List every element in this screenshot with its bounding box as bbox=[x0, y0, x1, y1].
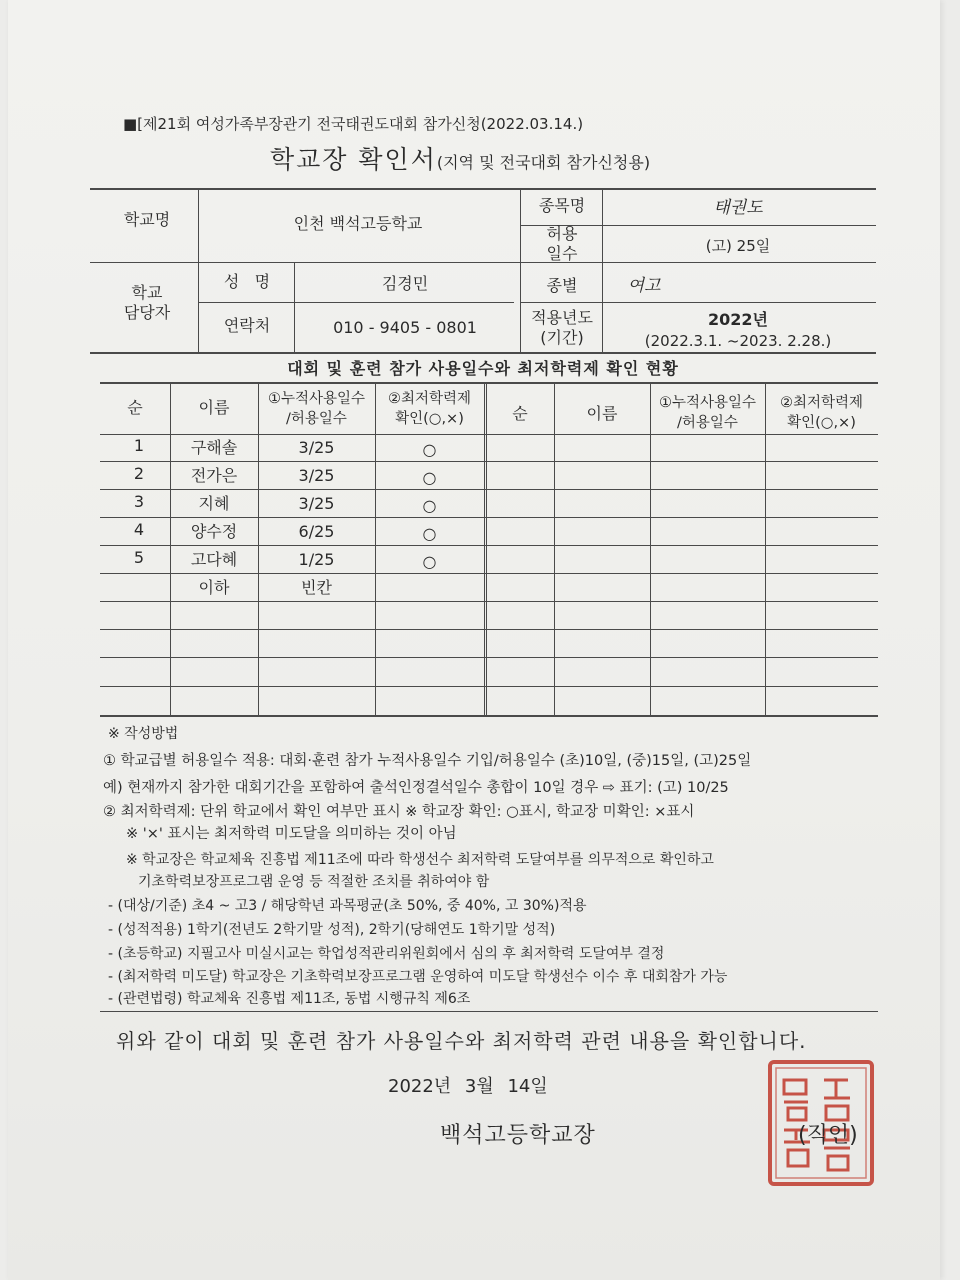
note-line: - (최저학력 미도달) 학교장은 기초학력보장프로그램 운영하여 미도달 학생선수 이수 후 대회참가 가능 bbox=[108, 969, 728, 985]
section-top-border bbox=[90, 352, 876, 354]
table-line bbox=[100, 573, 878, 574]
header-name-2: 이름 bbox=[586, 404, 618, 423]
row-days: 6/25 bbox=[298, 522, 335, 541]
manager-label: 학교 담당자 bbox=[123, 283, 171, 322]
notes-bottom-border bbox=[100, 1011, 878, 1012]
table-line bbox=[100, 601, 878, 602]
note-line: ① 학교급별 허용일수 적용: 대회·훈련 참가 누적사용일수 기입/허용일수 (초)10일, (중)15일, (고)25일 bbox=[103, 753, 752, 769]
header-check-2: ②최저학력제 확인(○,×) bbox=[779, 395, 864, 431]
row-check: ○ bbox=[422, 524, 437, 543]
header-days-2: ①누적사용일수 /허용일수 bbox=[658, 395, 757, 431]
name-label: 성 명 bbox=[223, 272, 271, 291]
table-line bbox=[100, 517, 878, 518]
note-line: ※ '×' 표시는 최저학력 미도달을 의미하는 것이 아님 bbox=[126, 826, 457, 842]
row-days: 빈칸 bbox=[301, 578, 332, 597]
signer-name: 백석고등학교장 bbox=[440, 1123, 596, 1148]
table-line bbox=[484, 382, 485, 715]
info-line bbox=[198, 302, 514, 303]
table-line bbox=[100, 686, 878, 687]
document-title bbox=[270, 140, 650, 176]
gender-value: 여고 bbox=[627, 276, 661, 296]
row-name: 전가은 bbox=[190, 466, 238, 485]
row-name: 구해솔 bbox=[190, 438, 238, 457]
issue-date: 2022년 3월 14일 bbox=[388, 1076, 548, 1097]
info-line bbox=[520, 302, 876, 303]
table-line bbox=[100, 629, 878, 630]
note-line: ② 최저학력제: 단위 학교에서 확인 여부만 표시 ※ 학교장 확인: ○표시, 학교장 미확인: ×표시 bbox=[103, 804, 695, 820]
header-days: ①누적사용일수 /허용일수 bbox=[267, 391, 366, 427]
gender-label: 종별 bbox=[546, 276, 578, 295]
info-line bbox=[198, 188, 199, 352]
declaration-text: 위와 같이 대회 및 훈련 참가 사용일수와 최저학력 관련 내용을 확인합니다. bbox=[116, 1029, 807, 1053]
note-line: 예) 현재까지 참가한 대회기간을 포함하여 출석인정결석일수 총합이 10일 경우 ⇨ 표기: (고) 10/25 bbox=[103, 780, 729, 796]
year-label: 적용년도 (기간) bbox=[531, 308, 593, 347]
year-value: 2022년 bbox=[708, 310, 768, 329]
allowed-days-label: 허용 일수 bbox=[546, 224, 578, 263]
row-order: 3 bbox=[133, 492, 145, 511]
header-check: ②최저학력제 확인(○,×) bbox=[387, 391, 472, 427]
row-check: ○ bbox=[422, 496, 437, 515]
row-days: 3/25 bbox=[298, 466, 335, 485]
row-days: 1/25 bbox=[298, 550, 335, 569]
table-line bbox=[100, 545, 878, 546]
table-line bbox=[100, 434, 878, 435]
note-line: ※ 학교장은 학교체육 진흥법 제11조에 따라 학생선수 최저학력 도달여부를 의무적으로 확인하고 bbox=[126, 852, 714, 868]
name-value: 김경민 bbox=[381, 274, 429, 293]
header-order-2: 순 bbox=[512, 404, 528, 423]
table-line bbox=[486, 382, 487, 715]
row-days: 3/25 bbox=[298, 438, 335, 457]
row-name: 지혜 bbox=[198, 494, 230, 513]
note-line: - (대상/기준) 초4 ~ 고3 / 해당학년 과목평균(초 50%, 중 40%, 고 30%)적용 bbox=[108, 898, 587, 914]
header-name: 이름 bbox=[198, 398, 230, 417]
note-line: - (초등학교) 지필고사 미실시교는 학업성적관리위원회에서 심의 후 최저학력 도달여부 결정 bbox=[108, 946, 665, 962]
info-line bbox=[602, 188, 603, 352]
allowed-days-value: (고) 25일 bbox=[705, 237, 771, 255]
table-line bbox=[100, 461, 878, 462]
note-line: - (관련법령) 학교체육 진흥법 제11조, 동법 시행규칙 제6조 bbox=[108, 991, 471, 1007]
document-page bbox=[8, 0, 940, 1280]
row-order: 2 bbox=[133, 464, 145, 483]
info-top-border bbox=[90, 188, 876, 190]
info-line bbox=[90, 262, 876, 263]
contact-value: 010 - 9405 - 0801 bbox=[333, 318, 477, 337]
row-name: 고다혜 bbox=[190, 550, 238, 569]
title-main: 학교장 확인서 bbox=[270, 145, 437, 174]
row-order: 5 bbox=[133, 548, 145, 567]
event-header-line: ■[제21회 여성가족부장관기 전국태권도대회 참가신청(2022.03.14.) bbox=[123, 115, 584, 133]
table-line bbox=[100, 489, 878, 490]
row-order: 1 bbox=[133, 436, 145, 455]
table-line bbox=[100, 657, 878, 658]
notes-heading: ※ 작성방법 bbox=[108, 726, 179, 742]
note-line: 기초학력보장프로그램 운영 등 적절한 조치를 취하여야 함 bbox=[138, 874, 490, 890]
table-title: 대회 및 훈련 참가 사용일수와 최저학력제 확인 현황 bbox=[287, 359, 679, 378]
header-order: 순 bbox=[127, 398, 143, 417]
table-bottom-border bbox=[100, 715, 878, 717]
table-top-border bbox=[100, 382, 878, 384]
event-value: 태권도 bbox=[713, 198, 763, 218]
info-line bbox=[294, 262, 295, 352]
event-label: 종목명 bbox=[538, 196, 586, 215]
school-value: 인천 백석고등학교 bbox=[293, 214, 423, 233]
school-label: 학교명 bbox=[123, 210, 171, 229]
table-line bbox=[258, 382, 259, 715]
title-subtitle: (지역 및 전국대회 참가신청용) bbox=[436, 153, 651, 172]
period-value: (2022.3.1. ~2023. 2.28.) bbox=[644, 332, 832, 350]
note-line: - (성적적용) 1학기(전년도 2학기말 성적), 2학기(당해연도 1학기말 성적) bbox=[108, 922, 556, 938]
table-line bbox=[375, 382, 376, 715]
row-name: 이하 bbox=[198, 578, 230, 597]
seal-label: (직인) bbox=[798, 1123, 858, 1148]
row-days: 3/25 bbox=[298, 494, 335, 513]
row-check: ○ bbox=[422, 468, 437, 487]
row-name: 양수정 bbox=[190, 522, 238, 541]
info-line bbox=[520, 188, 521, 352]
row-check: ○ bbox=[422, 552, 437, 571]
contact-label: 연락처 bbox=[223, 316, 271, 335]
table-line bbox=[554, 382, 555, 715]
row-check: ○ bbox=[422, 440, 437, 459]
row-order: 4 bbox=[133, 520, 145, 539]
